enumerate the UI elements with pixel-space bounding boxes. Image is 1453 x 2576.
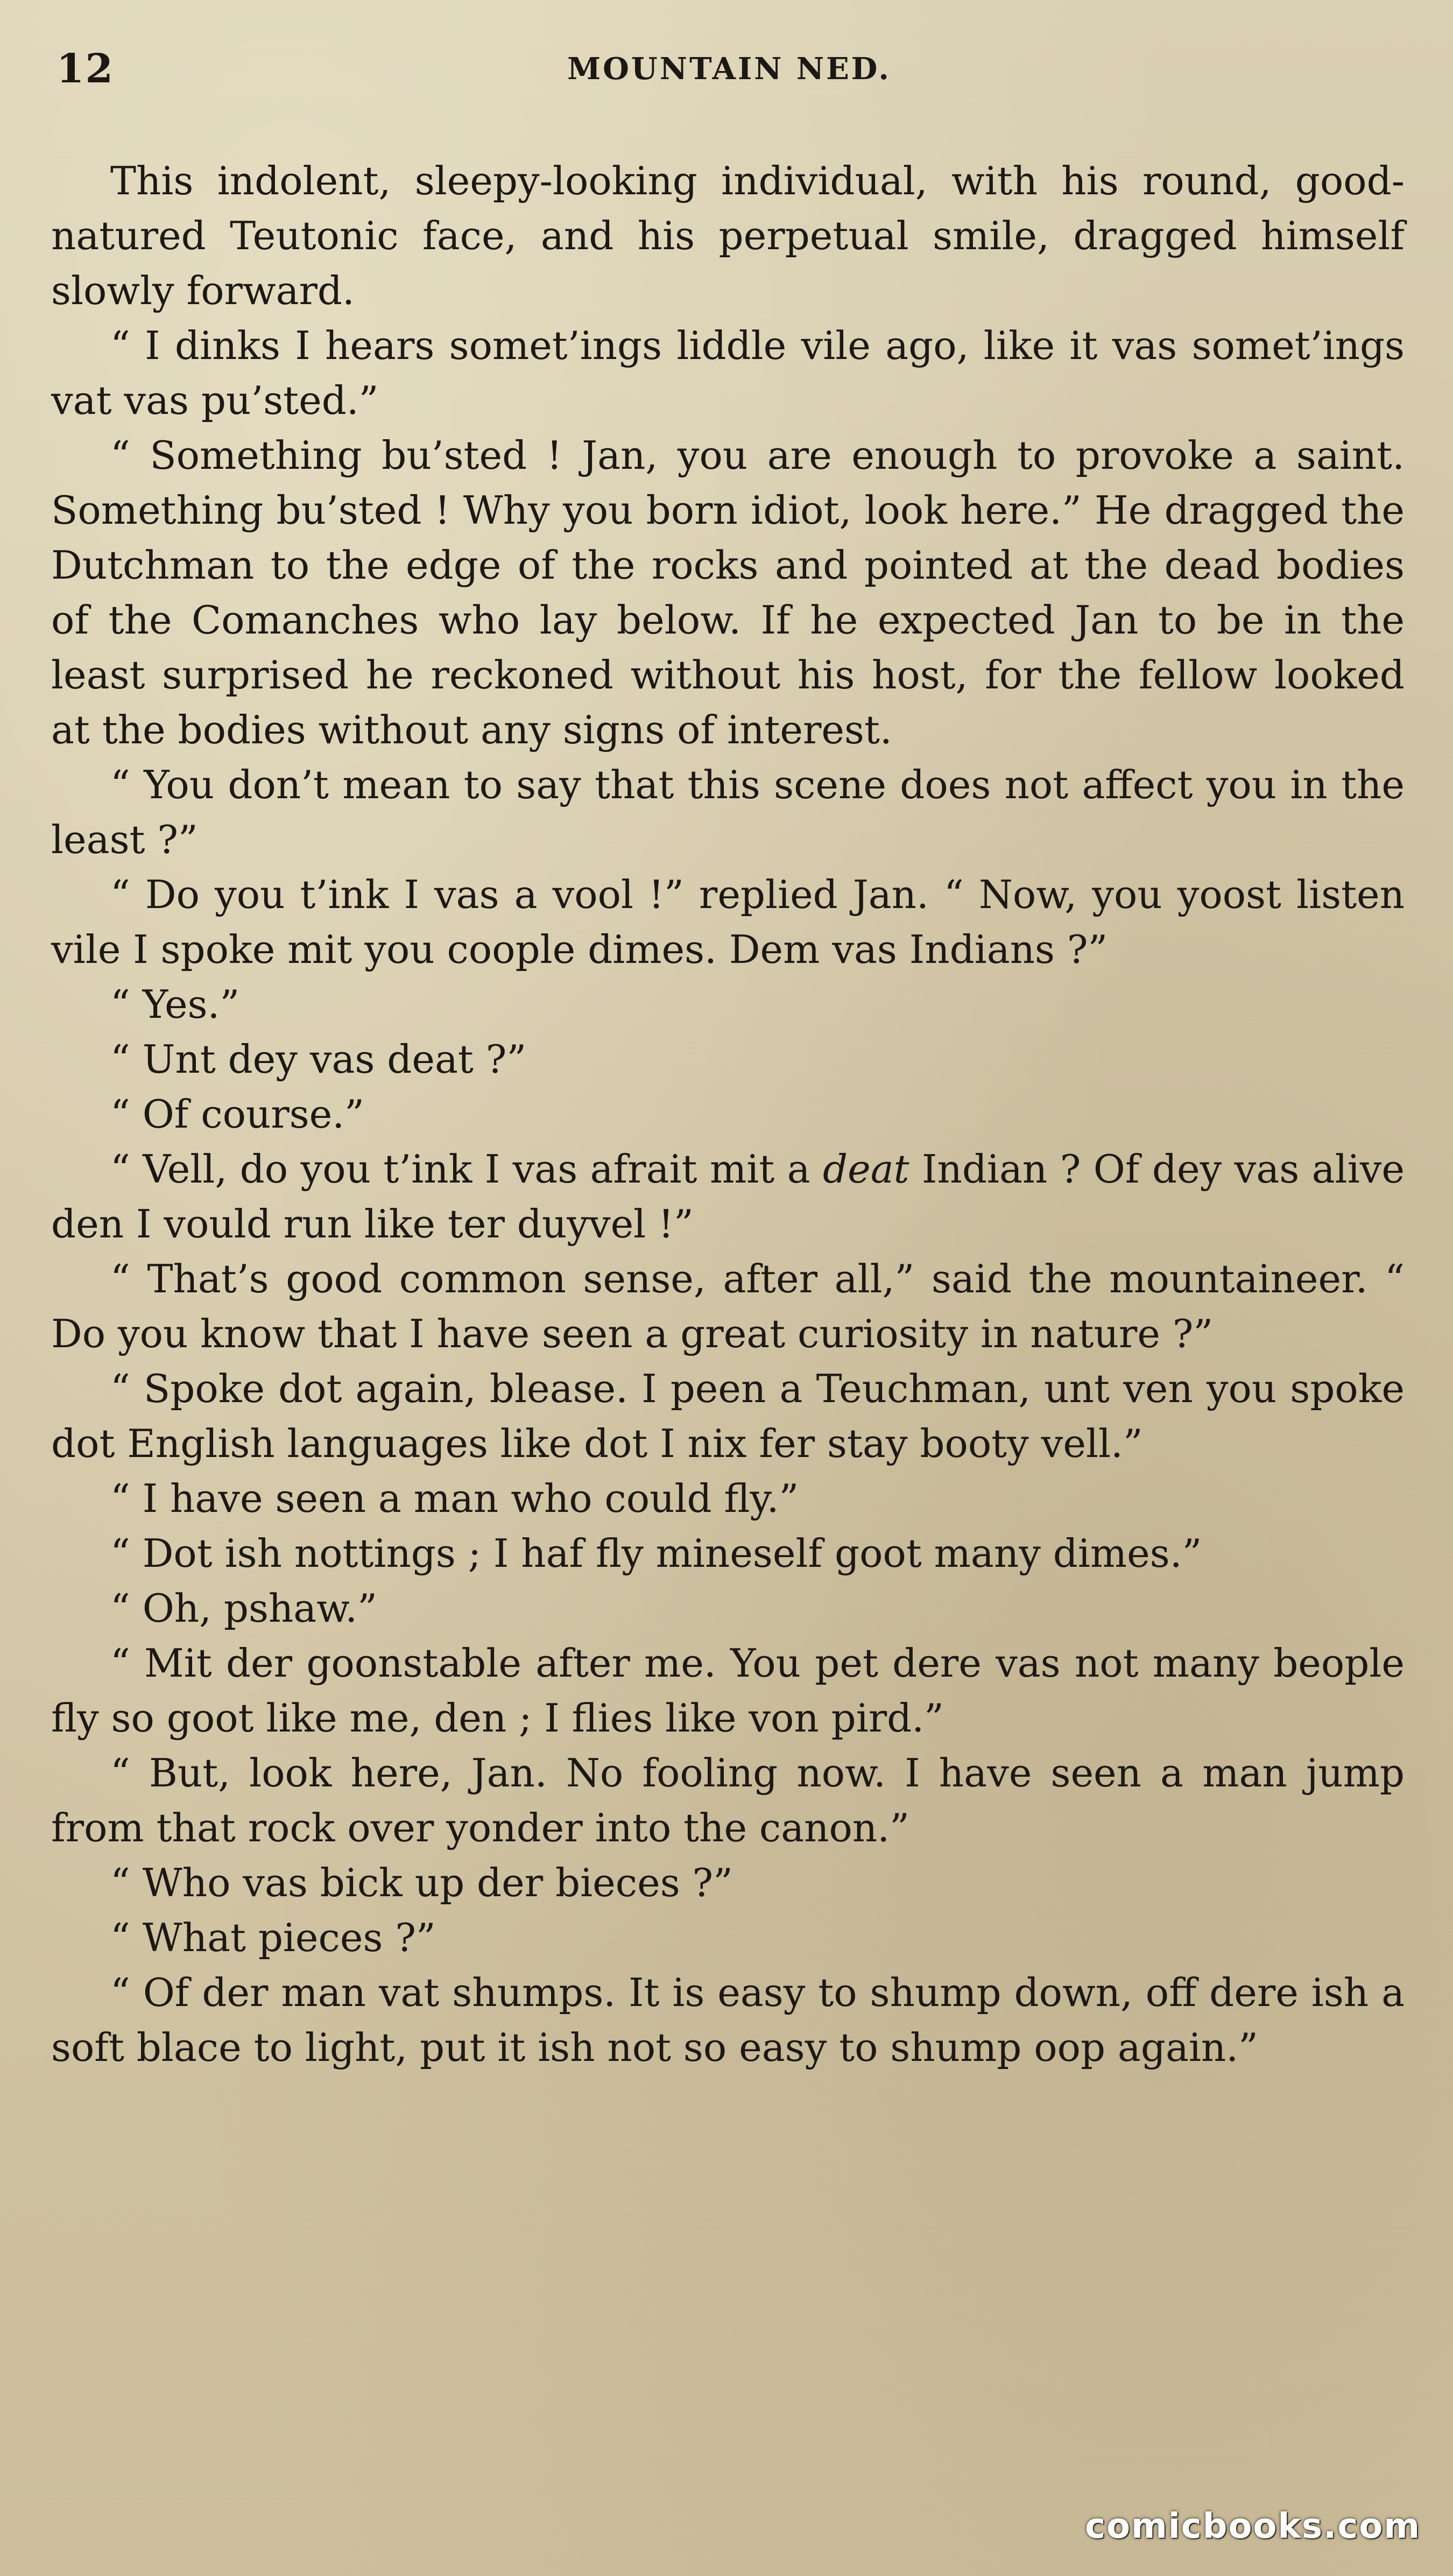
paragraph: “ Who vas bick up der bieces ?” <box>110 1860 733 1905</box>
paragraph-tail: Indian ? Of dey vas alive den I vould run like ter duyvel !” <box>51 1146 1405 1247</box>
page-header <box>57 46 1402 105</box>
paragraph: “ Yes.” <box>110 982 240 1027</box>
paragraph: “ Oh, pshaw.” <box>110 1586 377 1631</box>
paragraph: “ I have seen a man who could fly.” <box>110 1476 799 1521</box>
body-text <box>51 153 1405 2075</box>
paragraph: “ What pieces ?” <box>110 1915 436 1960</box>
paragraph <box>51 1142 1405 1251</box>
paragraph: “ I dinks I hears somet’ings liddle vile ago, like it vas somet’ings vat vas pu’sted.” <box>51 323 1405 423</box>
page-number: 12 <box>57 46 114 92</box>
paragraph: “ Spoke dot again, blease. I peen a Teuchman, unt ven you spoke dot English languages like dot I nix fer stay booty vell.” <box>51 1366 1405 1466</box>
paragraph-lead: “ Vell, do you t’ink I vas afrait mit a <box>110 1146 823 1192</box>
paragraph: “ Do you t’ink I vas a vool !” replied Jan. “ Now, you yoost listen vile I spoke mit you coople dimes. Dem vas Indians ?” <box>51 872 1405 972</box>
paragraph: “ That’s good common sense, after all,” said the mountaineer. “ Do you know that I have seen a great curiosity in nature ?” <box>51 1256 1405 1356</box>
paragraph: “ Something bu’sted ! Jan, you are enough to provoke a saint. Something bu’sted ! Why you born idiot, look here.” He dragged the Dutchman to the edge of the rocks and pointed at the dead bodies of the Comanches who lay below. If he expected Jan to be in the least surprised he reckoned without his host, for the fellow looked at the bodies without any signs of interest. <box>51 433 1405 752</box>
paragraph: “ Of course.” <box>110 1092 364 1137</box>
paragraph: “ Dot ish nottings ; I haf fly mineself goot many dimes.” <box>110 1531 1202 1576</box>
paragraph: “ You don’t mean to say that this scene does not affect you in the least ?” <box>51 762 1405 862</box>
paragraph: “ But, look here, Jan. No fooling now. I have seen a man jump from that rock over yonder into the canon.” <box>51 1750 1405 1850</box>
running-title: MOUNTAIN NED. <box>567 51 891 87</box>
watermark: comicbooks.com <box>1085 2507 1421 2546</box>
paragraph: “ Mit der goonstable after me. You pet dere vas not many beople fly so goot like me, den ; I flies like von pird.” <box>51 1641 1405 1741</box>
paragraph: “ Unt dey vas deat ?” <box>110 1037 527 1082</box>
paragraph: This indolent, sleepy-looking individual, with his round, good-natured Teutonic face, and his perpetual smile, dragged himself slowly forward. <box>51 158 1405 313</box>
italic-word: deat <box>823 1146 909 1192</box>
paragraph: “ Of der man vat shumps. It is easy to shump down, off dere ish a soft blace to light, put it ish not so easy to shump oop again.” <box>51 1970 1405 2070</box>
